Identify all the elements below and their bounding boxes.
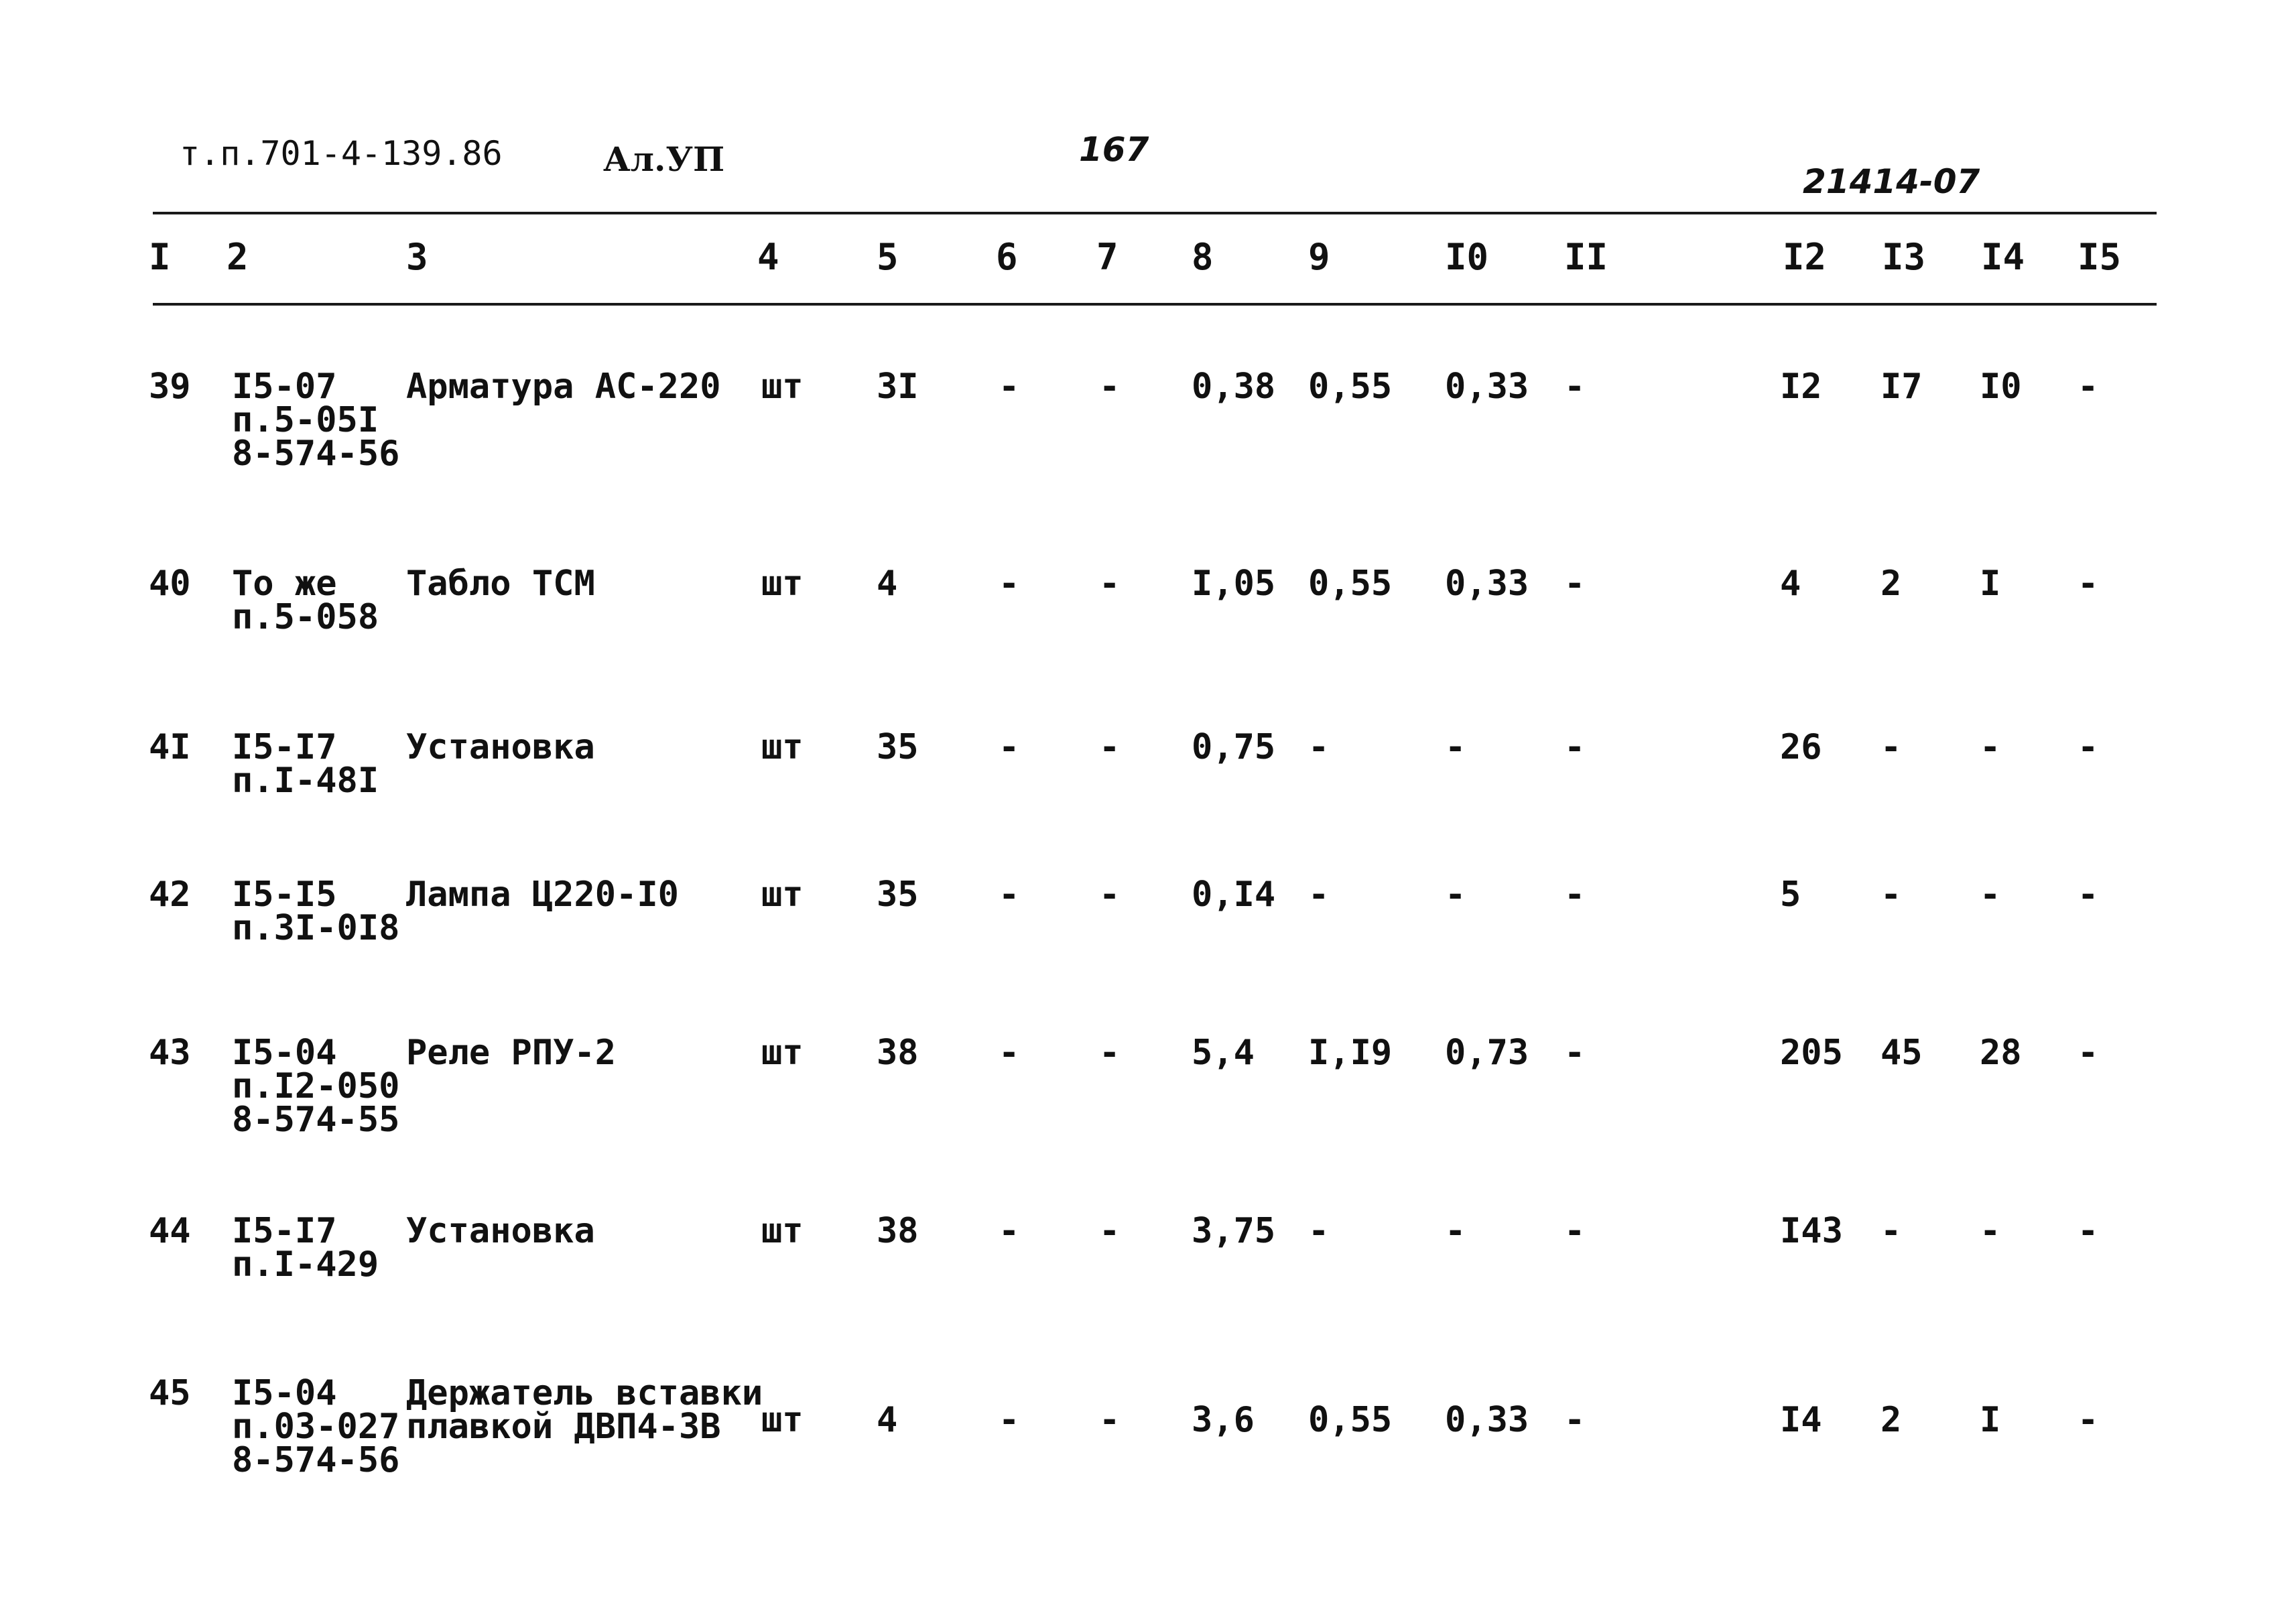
cell-col-12: I2 (1780, 367, 1822, 407)
cell-col-6: - (999, 1033, 1020, 1073)
album-label: Ал.УП (603, 139, 725, 179)
cell-col-4: шт (761, 1211, 804, 1251)
cell-col-4: шт (761, 1400, 804, 1440)
cell-col-10: 0,33 (1445, 564, 1529, 604)
cell-col-4: шт (761, 727, 804, 767)
col-header-15: I5 (2078, 236, 2122, 278)
cell-col-15: - (2078, 564, 2099, 604)
cell-col-13: 45 (1880, 1033, 1923, 1073)
cell-col-3: Установка (406, 727, 595, 767)
cell-col-10: - (1445, 727, 1466, 767)
cell-col-2: I5-I5 п.3I-0I8 (232, 875, 400, 948)
cell-col-3: Арматура АС-220 (406, 367, 721, 407)
cell-col-12: 5 (1780, 875, 1801, 915)
top-rule (153, 212, 2157, 214)
cell-col-15: - (2078, 875, 2099, 915)
cell-col-13: I7 (1880, 367, 1923, 407)
cell-col-15: - (2078, 727, 2099, 767)
stamp-number: 21414-07 (1803, 162, 1980, 201)
cell-col-13: 2 (1880, 1400, 1902, 1440)
cell-col-9: 0,55 (1308, 367, 1393, 407)
cell-col-14: 28 (1980, 1033, 2022, 1073)
cell-col-7: - (1099, 875, 1121, 915)
cell-col-15: - (2078, 1211, 2099, 1251)
cell-col-3: Реле РПУ-2 (406, 1033, 617, 1073)
cell-col-2: I5-04 п.I2-050 8-574-55 (232, 1033, 400, 1140)
cell-col-13: - (1880, 727, 1902, 767)
cell-col-14: I0 (1980, 367, 2022, 407)
header-rule (153, 303, 2157, 306)
cell-col-10: - (1445, 1211, 1466, 1251)
cell-col-9: - (1308, 727, 1330, 767)
cell-col-3: Установка (406, 1211, 595, 1251)
cell-col-14: I (1980, 564, 2001, 604)
cell-col-8: 0,I4 (1192, 875, 1276, 915)
cell-col-13: - (1880, 875, 1902, 915)
col-header-3: 3 (406, 236, 428, 278)
cell-col-9: 0,55 (1308, 564, 1393, 604)
cell-col-6: - (999, 367, 1020, 407)
cell-col-15: - (2078, 1400, 2099, 1440)
cell-col-5: 38 (877, 1033, 919, 1073)
cell-col-8: I,05 (1192, 564, 1276, 604)
cell-col-3: Табло ТСМ (406, 564, 595, 604)
cell-col-15: - (2078, 367, 2099, 407)
document-code: т.п.701-4-139.86 (180, 134, 503, 173)
cell-col-13: 2 (1880, 564, 1902, 604)
cell-col-1: 39 (149, 367, 191, 407)
cell-col-5: 4 (877, 564, 898, 604)
cell-col-1: 42 (149, 875, 191, 915)
col-header-1: I (149, 236, 171, 278)
cell-col-5: 35 (877, 875, 919, 915)
cell-col-10: 0,33 (1445, 1400, 1529, 1440)
cell-col-10: 0,73 (1445, 1033, 1529, 1073)
col-header-12: I2 (1783, 236, 1827, 278)
cell-col-14: - (1980, 1211, 2001, 1251)
col-header-14: I4 (1981, 236, 2025, 278)
cell-col-10: 0,33 (1445, 367, 1529, 407)
cell-col-11: - (1564, 875, 1586, 915)
cell-col-3: Лампа Ц220-I0 (406, 875, 679, 915)
cell-col-12: I4 (1780, 1400, 1822, 1440)
col-header-11: II (1564, 236, 1608, 278)
cell-col-11: - (1564, 367, 1586, 407)
cell-col-7: - (1099, 1400, 1121, 1440)
cell-col-11: - (1564, 1211, 1586, 1251)
cell-col-6: - (999, 727, 1020, 767)
cell-col-2: I5-07 п.5-05I 8-574-56 (232, 367, 400, 474)
cell-col-8: 3,6 (1192, 1400, 1255, 1440)
col-header-6: 6 (996, 236, 1018, 278)
cell-col-8: 5,4 (1192, 1033, 1255, 1073)
cell-col-8: 3,75 (1192, 1211, 1276, 1251)
cell-col-14: - (1980, 875, 2001, 915)
cell-col-11: - (1564, 564, 1586, 604)
cell-col-15: - (2078, 1033, 2099, 1073)
cell-col-12: I43 (1780, 1211, 1843, 1251)
cell-col-1: 45 (149, 1373, 191, 1413)
cell-col-12: 4 (1780, 564, 1801, 604)
cell-col-1: 43 (149, 1033, 191, 1073)
cell-col-5: 4 (877, 1400, 898, 1440)
cell-col-7: - (1099, 1033, 1121, 1073)
cell-col-12: 26 (1780, 727, 1822, 767)
cell-col-6: - (999, 564, 1020, 604)
col-header-5: 5 (877, 236, 899, 278)
cell-col-14: - (1980, 727, 2001, 767)
cell-col-8: 0,38 (1192, 367, 1276, 407)
cell-col-4: шт (761, 875, 804, 915)
col-header-9: 9 (1308, 236, 1330, 278)
cell-col-7: - (1099, 564, 1121, 604)
cell-col-9: 0,55 (1308, 1400, 1393, 1440)
cell-col-14: I (1980, 1400, 2001, 1440)
cell-col-11: - (1564, 1033, 1586, 1073)
cell-col-2: I5-I7 п.I-429 (232, 1211, 379, 1285)
cell-col-3: Держатель вставки плавкой ДВП4-3В (406, 1373, 763, 1447)
cell-col-8: 0,75 (1192, 727, 1276, 767)
cell-col-5: 35 (877, 727, 919, 767)
cell-col-4: шт (761, 1033, 804, 1073)
cell-col-11: - (1564, 1400, 1586, 1440)
cell-col-7: - (1099, 1211, 1121, 1251)
cell-col-5: 3I (877, 367, 919, 407)
cell-col-13: - (1880, 1211, 1902, 1251)
cell-col-12: 205 (1780, 1033, 1843, 1073)
cell-col-5: 38 (877, 1211, 919, 1251)
cell-col-6: - (999, 1211, 1020, 1251)
cell-col-6: - (999, 1400, 1020, 1440)
cell-col-4: шт (761, 367, 804, 407)
col-header-13: I3 (1882, 236, 1926, 278)
cell-col-10: - (1445, 875, 1466, 915)
cell-col-1: 40 (149, 564, 191, 604)
cell-col-9: - (1308, 875, 1330, 915)
cell-col-2: I5-04 п.03-027 8-574-56 (232, 1373, 400, 1480)
col-header-2: 2 (227, 236, 249, 278)
col-header-7: 7 (1096, 236, 1119, 278)
cell-col-7: - (1099, 367, 1121, 407)
cell-col-1: 4I (149, 727, 191, 767)
cell-col-2: I5-I7 п.I-48I (232, 727, 379, 801)
cell-col-9: - (1308, 1211, 1330, 1251)
col-header-10: I0 (1445, 236, 1489, 278)
cell-col-4: шт (761, 564, 804, 604)
col-header-4: 4 (757, 236, 779, 278)
cell-col-11: - (1564, 727, 1586, 767)
cell-col-9: I,I9 (1308, 1033, 1393, 1073)
cell-col-1: 44 (149, 1211, 191, 1251)
cell-col-7: - (1099, 727, 1121, 767)
col-header-8: 8 (1192, 236, 1214, 278)
cell-col-2: То же п.5-058 (232, 564, 379, 637)
cell-col-6: - (999, 875, 1020, 915)
page-number: 167 (1079, 130, 1149, 169)
